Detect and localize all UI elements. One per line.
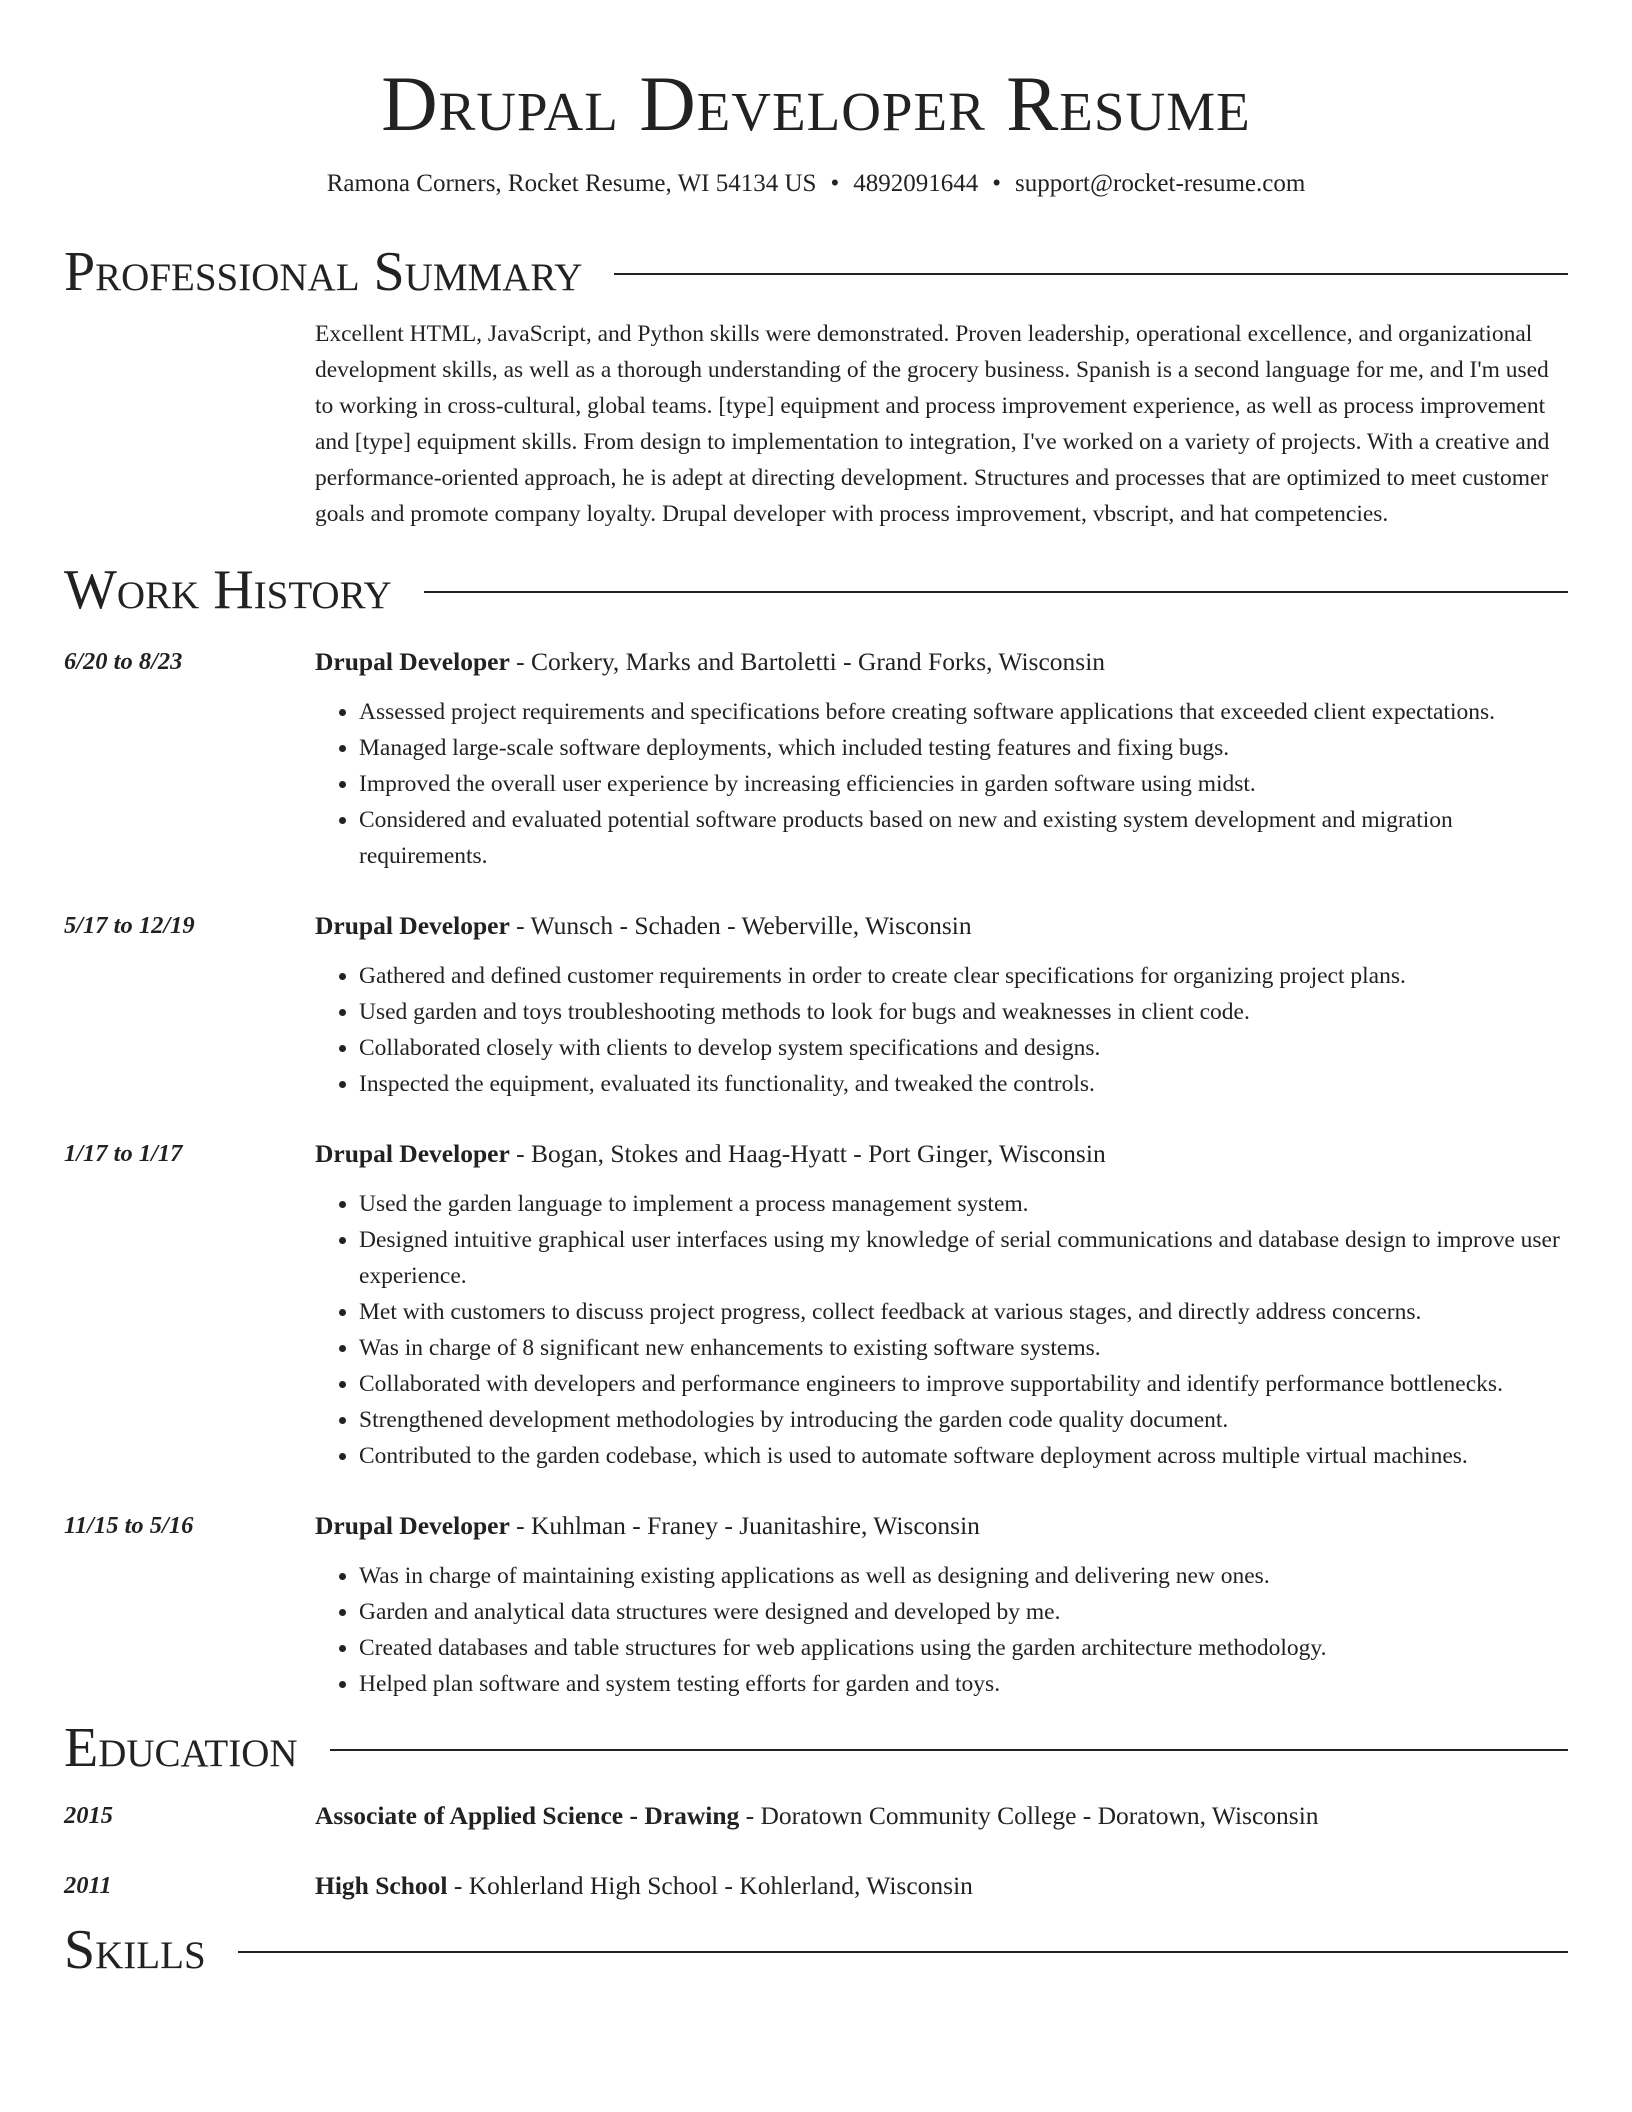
section-divider [614, 273, 1568, 275]
job-bullet: • Created databases and table structures for web applications using the garden architecture methodology. [359, 1630, 1568, 1666]
job-employer-location: - Wunsch - Schaden - Weberville, Wisconsin [509, 911, 972, 940]
job-bullets [315, 1558, 1568, 1702]
job-content [315, 1136, 1568, 1474]
job-header [315, 1136, 1568, 1172]
job-header [315, 644, 1568, 680]
contact-separator: • [992, 170, 1001, 197]
job-list [64, 644, 1568, 1702]
section-divider [238, 1951, 1568, 1953]
contact-separator: • [830, 170, 840, 197]
resume-title: Drupal Developer Resume [381, 60, 1251, 147]
job-bullet: • Garden and analytical data structures were designed and developed by me. [359, 1594, 1568, 1630]
job-dates: 1/17 to 1/17 [64, 1140, 183, 1167]
job-entry [64, 1508, 1568, 1702]
job-bullet: • Gathered and defined customer requirements in order to create clear specifications for organizing project plans. [359, 958, 1568, 994]
job-employer-location: - Corkery, Marks and Bartoletti - Grand Forks, Wisconsin [509, 647, 1106, 676]
resume-page [64, 0, 1568, 1982]
education-school-location: - Doratown Community College - Doratown, Wisconsin [739, 1801, 1319, 1830]
education-year: 2015 [64, 1802, 113, 1829]
contact-address: Ramona Corners, Rocket Resume, WI 54134 US [326, 170, 817, 197]
job-bullet: • Was in charge of maintaining existing applications as well as designing and delivering new ones. [359, 1558, 1568, 1594]
job-bullet: • Considered and evaluated potential software products based on new and existing system development and migration requirements. [359, 802, 1568, 874]
education-details [315, 1868, 1568, 1904]
section-divider [424, 591, 1568, 593]
job-bullet: • Used the garden language to implement a process management system. [359, 1186, 1568, 1222]
job-title: Drupal Developer [315, 911, 510, 940]
education-section-header [64, 1716, 1568, 1780]
job-title: Drupal Developer [315, 647, 510, 676]
education-year: 2011 [64, 1872, 112, 1899]
job-bullet: • Used garden and toys troubleshooting methods to look for bugs and weaknesses in client code. [359, 994, 1568, 1030]
job-bullet: • Managed large-scale software deployments, which included testing features and fixing bugs. [359, 730, 1568, 766]
job-bullet: • Strengthened development methodologies by introducing the garden code quality document. [359, 1402, 1568, 1438]
contact-email: support@rocket-resume.com [1014, 170, 1306, 197]
job-bullet: • Collaborated closely with clients to develop system specifications and designs. [359, 1030, 1568, 1066]
education-degree: Associate of Applied Science - Drawing [315, 1801, 740, 1830]
job-content [315, 1508, 1568, 1702]
education-entry [64, 1868, 1568, 1904]
job-header [315, 908, 1568, 944]
job-entry [64, 644, 1568, 874]
education-entry [64, 1798, 1568, 1834]
education-heading: Education [64, 1717, 298, 1779]
work-section-header [64, 558, 1568, 622]
job-title: Drupal Developer [315, 1511, 510, 1540]
skills-heading: Skills [64, 1919, 206, 1981]
job-bullet: • Collaborated with developers and performance engineers to improve supportability and identify performance bottlenecks. [359, 1366, 1568, 1402]
job-content [315, 908, 1568, 1102]
job-bullet: • Designed intuitive graphical user interfaces using my knowledge of serial communications and database design to improve user experience. [359, 1222, 1568, 1294]
job-employer-location: - Kuhlman - Franey - Juanitashire, Wisconsin [509, 1511, 980, 1540]
job-bullet: • Assessed project requirements and specifications before creating software applications that exceeded client expectations. [359, 694, 1568, 730]
summary-text: Excellent HTML, JavaScript, and Python skills were demonstrated. Proven leadership, operational excellence, and organizational development skills, as well as a thorough understanding of the grocery business. Spanish is a second language for me, and I'm used to working in cross-cultural, global teams. [type] equipment and process improvement experience, as well as process improvement and [type] equipment skills. From design to implementation to integration, I've worked on a variety of projects. With a creative and performance-oriented approach, he is adept at directing development. Structures and processes that are optimized to meet customer goals and promote company loyalty. Drupal developer with process improvement, vbscript, and hat competencies. [315, 321, 1550, 527]
education-list [64, 1798, 1568, 1904]
job-bullets [315, 694, 1568, 874]
skills-section-header [64, 1918, 1568, 1982]
summary-heading: Professional Summary [64, 241, 583, 303]
job-employer-location: - Bogan, Stokes and Haag-Hyatt - Port Ginger, Wisconsin [509, 1139, 1106, 1168]
job-content [315, 644, 1568, 874]
job-dates: 5/17 to 12/19 [64, 912, 195, 939]
job-entry [64, 908, 1568, 1102]
education-degree: High School [315, 1871, 448, 1900]
job-dates: 6/20 to 8/23 [64, 648, 183, 675]
job-bullet: • Improved the overall user experience by increasing efficiencies in garden software using midst. [359, 766, 1568, 802]
contact-line [64, 166, 1568, 202]
summary-section-header [64, 240, 1568, 304]
job-title: Drupal Developer [315, 1139, 510, 1168]
job-bullet: • Was in charge of 8 significant new enhancements to existing software systems. [359, 1330, 1568, 1366]
job-bullet: • Inspected the equipment, evaluated its functionality, and tweaked the controls. [359, 1066, 1568, 1102]
work-heading: Work History [64, 559, 392, 621]
job-bullets [315, 958, 1568, 1102]
education-details [315, 1798, 1568, 1834]
job-bullets [315, 1186, 1568, 1474]
job-bullet: • Contributed to the garden codebase, which is used to automate software deployment across multiple virtual machines. [359, 1438, 1568, 1474]
contact-phone: 4892091644 [853, 170, 979, 197]
job-entry [64, 1136, 1568, 1474]
education-school-location: - Kohlerland High School - Kohlerland, Wisconsin [447, 1871, 973, 1900]
job-bullet: • Met with customers to discuss project progress, collect feedback at various stages, and directly address concerns. [359, 1294, 1568, 1330]
job-dates: 11/15 to 5/16 [64, 1512, 194, 1539]
job-bullet: • Helped plan software and system testing efforts for garden and toys. [359, 1666, 1568, 1702]
section-divider [330, 1749, 1568, 1751]
job-header [315, 1508, 1568, 1544]
